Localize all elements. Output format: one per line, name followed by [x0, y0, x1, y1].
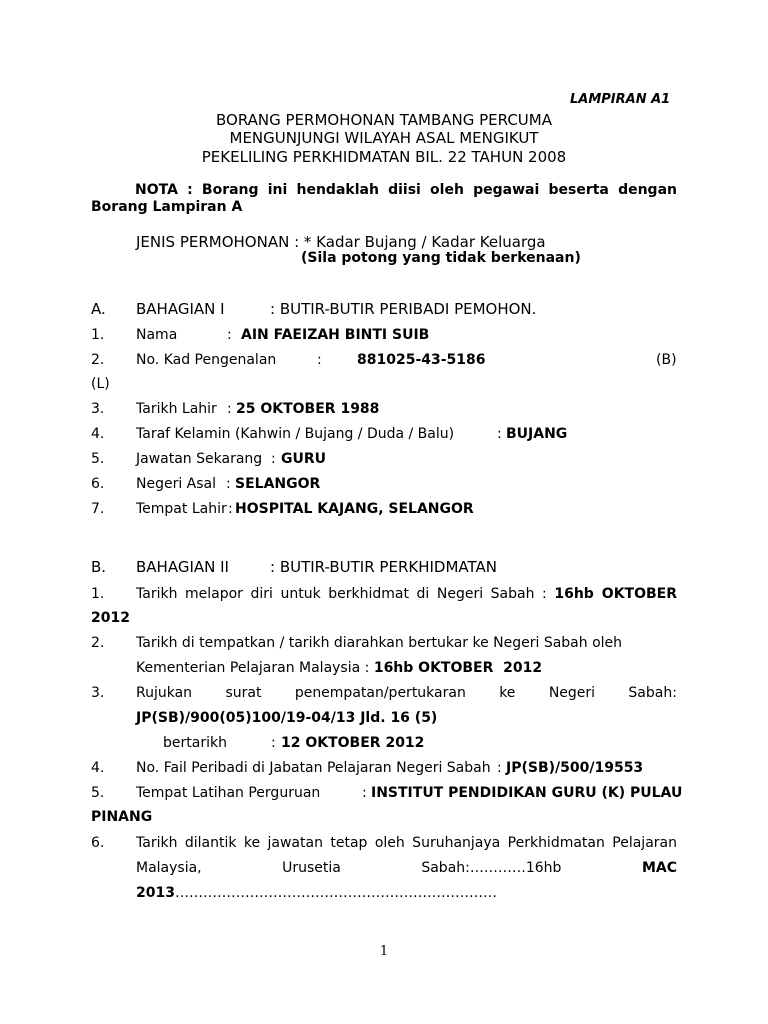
section-a-subheading: : BUTIR-BUTIR PERIBADI PEMOHON. — [270, 300, 537, 318]
b3-bertarikh-sep: : — [271, 735, 276, 751]
b1-value: 16hb OKTOBER — [554, 586, 678, 602]
b4-label: No. Fail Peribadi di Jabatan Pelajaran Negeri Sabah — [136, 760, 491, 776]
b3-word: penempatan/pertukaran — [294, 685, 466, 701]
title-line-1: BORANG PERMOHONAN TAMBANG PERCUMA — [216, 111, 552, 129]
b4-sep: : — [497, 760, 502, 776]
b6-year: 2013 — [136, 885, 175, 901]
b6-dots: …………………………………………………………… — [174, 885, 497, 901]
item-number: 1. — [91, 586, 105, 602]
ic-suffix-l: (L) — [91, 376, 110, 392]
nama-sep: : — [227, 327, 232, 343]
b5-sep: : — [362, 785, 367, 801]
b2-value: 16hb OKTOBER 2012 — [373, 660, 543, 676]
b3-bertarikh-value: 12 OKTOBER 2012 — [281, 735, 425, 751]
marital-label: Taraf Kelamin (Kahwin / Bujang / Duda / Balu) — [136, 426, 455, 442]
item-number: 7. — [91, 501, 105, 517]
negeri-sep: : — [226, 476, 231, 492]
b1-label: Tarikh melapor diri untuk berkhidmat di Negeri Sabah : — [136, 586, 547, 602]
section-b-subheading: : BUTIR-BUTIR PERKHIDMATAN — [270, 558, 497, 576]
dob-sep: : — [227, 401, 232, 417]
section-a-letter: A. — [91, 300, 106, 318]
negeri-value: SELANGOR — [235, 476, 321, 492]
b5-value: INSTITUT PENDIDIKAN GURU (K) PULAU — [371, 785, 683, 801]
item-number: 6. — [91, 476, 105, 492]
ic-suffix-b: (B) — [656, 352, 677, 368]
b1-cont: 2012 — [91, 610, 130, 626]
item-number: 3. — [91, 401, 105, 417]
ic-value: 881025-43-5186 — [357, 352, 486, 368]
title-line-2: MENGUNJUNGI WILAYAH ASAL MENGIKUT — [229, 129, 539, 147]
nota-line-2: Borang Lampiran A — [91, 199, 243, 215]
jenis-permohonan: JENIS PERMOHONAN : * Kadar Bujang / Kadar Keluarga — [136, 233, 546, 251]
b3-word: ke — [499, 685, 516, 701]
item-number: 1. — [91, 327, 105, 343]
tempat-lahir-sep: : — [228, 501, 233, 517]
nama-value: AIN FAEIZAH BINTI SUIB — [241, 327, 430, 343]
item-number: 4. — [91, 426, 105, 442]
b2-line-2 — [136, 660, 542, 676]
b2-label: Kementerian Pelajaran Malaysia : — [136, 660, 370, 676]
dob-label: Tarikh Lahir — [136, 401, 217, 417]
b3-bertarikh-label: bertarikh — [163, 735, 227, 751]
item-number: 3. — [91, 685, 105, 701]
b6-line-1: Tarikh dilantik ke jawatan tetap oleh Suruhanjaya Perkhidmatan Pelajaran — [136, 835, 677, 851]
item-number: 4. — [91, 760, 105, 776]
b5-label: Tempat Latihan Perguruan — [136, 785, 321, 801]
b6-line-2 — [136, 860, 677, 876]
ic-label: No. Kad Pengenalan — [136, 352, 277, 368]
item-number: 2. — [91, 352, 105, 368]
jawatan-value: GURU — [281, 451, 327, 467]
b6-word: Urusetia — [282, 860, 341, 876]
item-number: 2. — [91, 635, 105, 651]
jenis-note: (Sila potong yang tidak berkenaan) — [301, 250, 581, 266]
b3-word: Negeri — [548, 685, 596, 701]
nota-text: NOTA : Borang ini hendaklah diisi oleh pegawai beserta dengan — [135, 182, 677, 198]
b6-word: Sabah:…………16hb — [421, 860, 562, 876]
title-line-3: PEKELILING PERKHIDMATAN BIL. 22 TAHUN 2008 — [201, 148, 567, 166]
b6-word: MAC — [641, 860, 677, 876]
section-a-heading: BAHAGIAN I — [136, 300, 225, 318]
tempat-lahir-label: Tempat Lahir — [136, 501, 227, 517]
section-b-letter: B. — [91, 558, 107, 576]
b6-word: Malaysia, — [136, 860, 202, 876]
item-number: 5. — [91, 451, 105, 467]
page-number: 1 — [379, 944, 389, 959]
marital-sep: : — [497, 426, 502, 442]
b5-cont: PINANG — [91, 809, 153, 825]
dob-value: 25 OKTOBER 1988 — [236, 401, 380, 417]
b3-word: Rujukan — [136, 685, 193, 701]
b3-line-1 — [136, 685, 677, 701]
b3-reference: JP(SB)/900(05)100/19-04/13 Jld. 16 (5) — [136, 710, 438, 726]
section-b-heading: BAHAGIAN II — [136, 558, 229, 576]
nama-label: Nama — [136, 327, 178, 343]
jawatan-label: Jawatan Sekarang — [136, 451, 263, 467]
nota-line-1 — [91, 182, 677, 198]
b4-value: JP(SB)/500/19553 — [506, 760, 644, 776]
ic-sep: : — [317, 352, 322, 368]
item-number: 5. — [91, 785, 105, 801]
item-number: 6. — [91, 835, 105, 851]
jawatan-sep: : — [271, 451, 276, 467]
b1-line — [136, 586, 677, 602]
b2-line-1: Tarikh di tempatkan / tarikh diarahkan bertukar ke Negeri Sabah oleh — [136, 635, 623, 651]
lampiran-label: LAMPIRAN A1 — [570, 92, 671, 107]
b3-word: surat — [225, 685, 262, 701]
b6-line-3 — [136, 885, 497, 901]
negeri-label: Negeri Asal — [136, 476, 217, 492]
marital-value: BUJANG — [506, 426, 568, 442]
b3-word: Sabah: — [628, 685, 677, 701]
tempat-lahir-value: HOSPITAL KAJANG, SELANGOR — [235, 501, 474, 517]
